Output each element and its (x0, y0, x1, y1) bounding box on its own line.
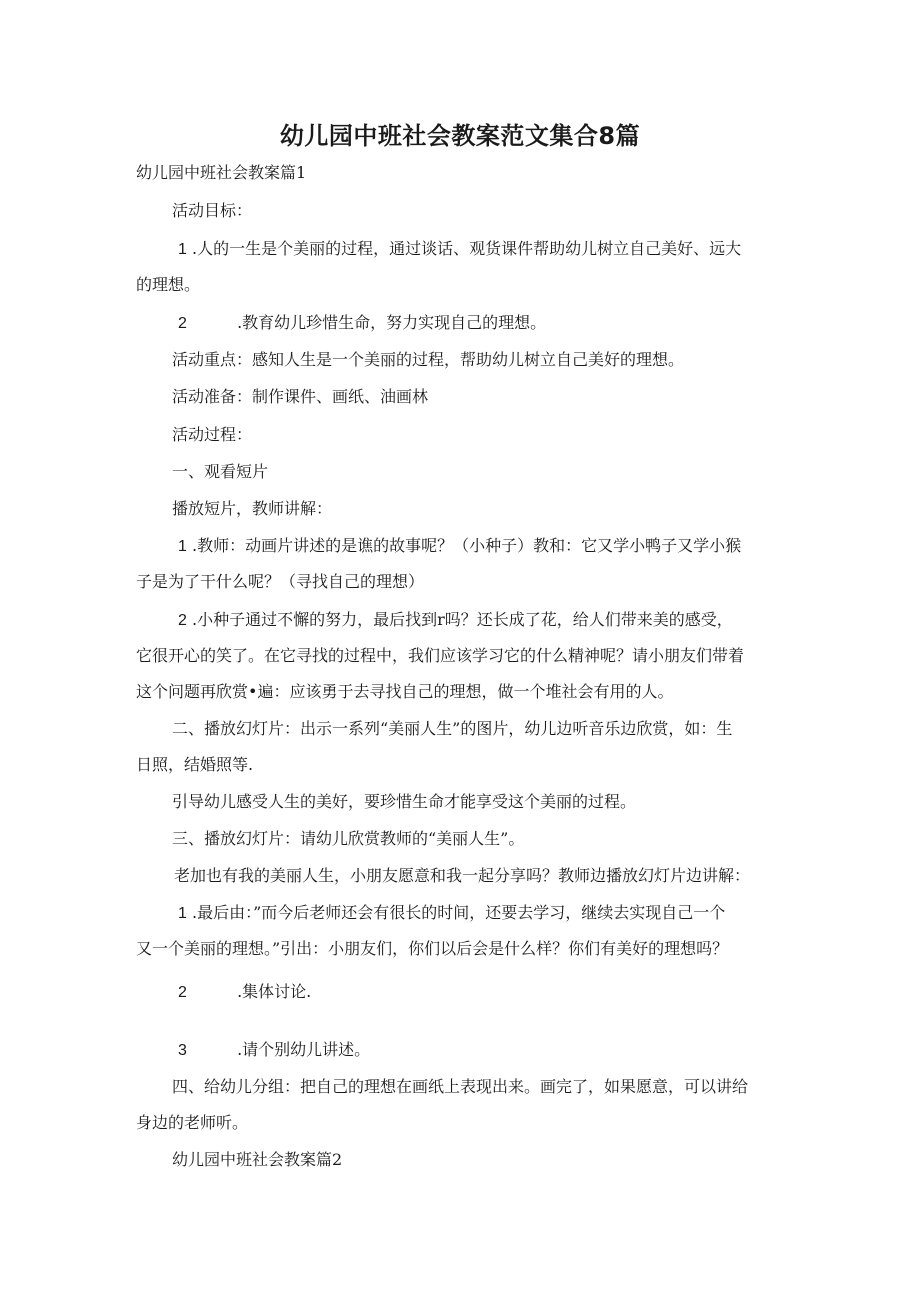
goal-2-number: 2 (178, 315, 187, 332)
step-3-heading: 三、播放幻灯片：请幼儿欣赏教师的“美丽人生”。 (172, 829, 525, 848)
question-1-text: .教师：动画片讲述的是谯的故事呢？（小种子）教和：它又学小鸭子又学小猴 (192, 536, 742, 555)
step-3-item-3 (178, 1040, 370, 1061)
step-3-item-1-text: .最后由：”而今后老师还会有很长的时间，还要去学习，继续去实现自己一个 (192, 903, 726, 922)
question-2-number: 2 (178, 612, 187, 629)
goal-1-text: .人的一生是个美丽的过程，通过谈话、观货课件帮助幼儿树立自己美好、远大 (192, 239, 742, 258)
goal-item-2 (178, 313, 546, 334)
step-2-guide: 引导幼儿感受人生的美好，要珍惜生命才能享受这个美丽的过程。 (172, 792, 637, 811)
step-1-description: 播放短片，教师讲解： (172, 499, 333, 518)
goal-label: 活动目标： (172, 201, 253, 220)
key-point: 活动重点：感知人生是一个美丽的过程，帮助幼儿树立自己美好的理想。 (172, 350, 685, 369)
step-1-heading: 一、观看短片 (172, 462, 269, 481)
question-2-continuation-1: 它很开心的笑了。在它寻找的过程中，我们应该学习它的什么精神呢？请小朋友们带着 (136, 646, 745, 665)
question-1-number: 1 (178, 538, 187, 555)
step-3-item-2-text: .集体讨论. (237, 982, 312, 1001)
page-title: 幼儿园中班社会教案范文集合8篇 (279, 122, 641, 150)
step-3-item-1-continuation: 又一个美丽的理想。”引出：小朋友们，你们以后会是什么样？你们有美好的理想吗？ (136, 939, 729, 958)
goal-item-1 (178, 239, 741, 260)
goal-1-continuation: 的理想。 (136, 275, 201, 294)
process-label: 活动过程： (172, 425, 253, 444)
step-3-item-2-number: 2 (178, 984, 187, 1001)
section-heading-2: 幼儿园中班社会教案篇2 (172, 1150, 343, 1169)
step-4-heading: 四、给幼儿分组：把自己的理想在画纸上表现出来。画完了，如果愿意，可以讲给 (172, 1077, 749, 1096)
goal-1-number: 1 (178, 241, 187, 258)
step-3-item-2 (178, 982, 311, 1003)
question-2-continuation-2: 这个问题再欣赏•遍：应该勇于去寻找自己的理想，做一个堆社会有用的人。 (136, 682, 674, 701)
step-3-item-3-text: .请个别幼儿讲述。 (237, 1040, 371, 1059)
step-3-item-3-number: 3 (178, 1042, 187, 1059)
question-2-text: .小种子通过不懈的努力，最后找到r吗？还长成了花，给人们带来美的感受， (192, 610, 733, 629)
section-heading-1: 幼儿园中班社会教案篇1 (136, 163, 307, 182)
goal-2-text: .教育幼儿珍惜生命，努力实现自己的理想。 (237, 313, 547, 332)
preparation: 活动准备：制作课件、画纸、油画林 (172, 387, 429, 406)
step-4-continuation: 身边的老师听。 (136, 1113, 249, 1132)
step-2-continuation: 日照，结婚照等. (136, 755, 254, 774)
step-3-description: 老加也有我的美丽人生，小朋友愿意和我一起分享吗？教师边播放幻灯片边讲解： (174, 866, 751, 885)
question-item-2 (178, 610, 733, 631)
step-3-item-1-number: 1 (178, 905, 187, 922)
step-3-item-1 (178, 903, 725, 924)
step-2-heading: 二、播放幻灯片：出示一系列“美丽人生”的图片，幼儿边听音乐边欣赏，如：生 (172, 719, 733, 738)
question-1-continuation: 子是为了干什么呢？（寻找自己的理想） (136, 572, 425, 591)
question-item-1 (178, 536, 741, 557)
